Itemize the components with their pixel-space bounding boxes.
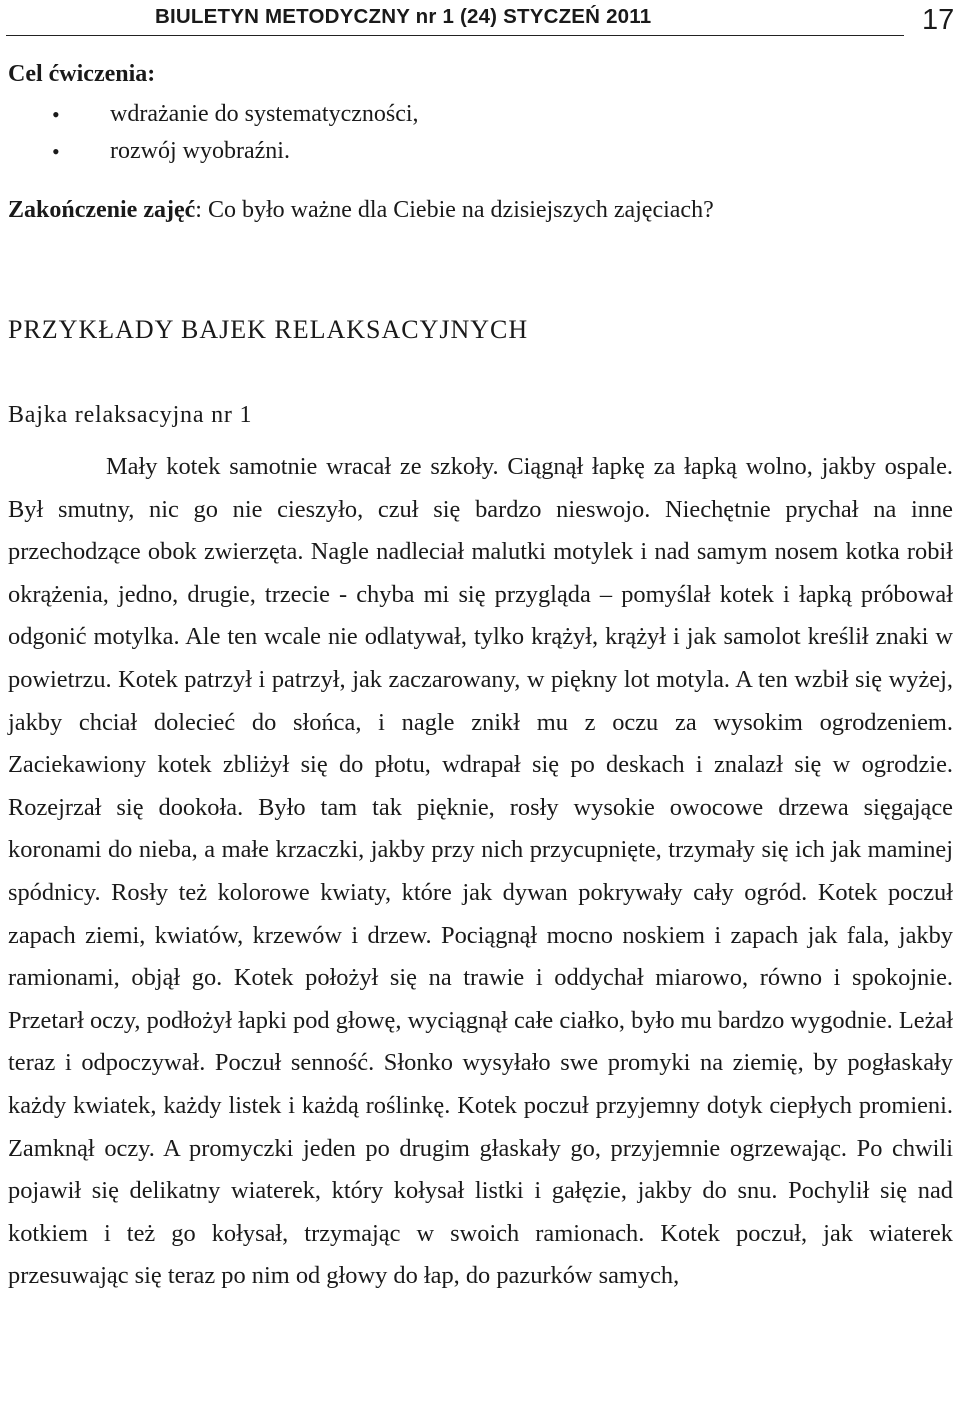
story-paragraph: Mały kotek samotnie wracał ze szkoły. Ciągnął łapkę za łapką wolno, jakby ospale. Był smutny, nic go nie cieszyło, czuł się bardzo nieswojo. Niechętnie prychał na inne przechodzące obok zwierzęta. Nagle nadleciał malutki motylek i nad samym nosem kotka robił okrążenia, jedno, drugie, trzecie - chyba mi się przygląda – pomyślał kotek i łapką próbował odgonić motylka. Ale ten wcale nie odlatywał, tylko krążył, krążył i jak samolot kreślił znaki w powietrzu. Kotek patrzył i patrzył, jak zaczarowany, w piękny lot motyla. A ten wzbił się wyżej, jakby chciał dolecieć do słońca, i nagle znikł mu z oczu za wysokim ogrodzeniem. Zaciekawiony kotek zbliżył się do płotu, wdrapał się po deskach i znalazł się w ogrodzie. Rozejrzał się dookoła. Było tam tak pięknie, rosły wysokie owocowe drzewa sięgające koronami do nieba, a małe krzaczki, jakby przy nich przycupnięte, trzymały się ich jak maminej spódnicy. Rosły też kolorowe kwiaty, które jak dywan pokrywały cały ogród. Kotek poczuł zapach ziemi, kwiatów, krzewów i drzew. Pociągnął mocno noskiem i zapach jak fala, jakby ramionami, objął go. Kotek położył się na trawie i oddychał miarowo, równo i spokojnie. Przetarł oczy, podłożył łapki pod głowę, wyciągnął całe ciałko, było mu bardzo wygodnie. Leżał teraz i odpoczywał. Poczuł senność. Słonko wysyłało swe promyki na ziemię, by pogłaskały każdy kwiatek, każdy listek i każdą roślinkę. Kotek poczuł przyjemny dotyk ciepłych promieni. Zamknął oczy. A promyczki jeden po drugim głaskały go, przyjemnie ogrzewając. Po chwili pojawił się delikatny wiaterek, który kołysał listki i gałęzie, jakby do snu. Pochylił się nad kotkiem i też go kołysał, trzymając w swoich ramionach. Kotek poczuł, jak wiaterek przesuwając się teraz po nim od głowy do łap, do pazurków samych, xyxy=(8,453,953,1290)
bulletin-title: BIULETYN METODYCZNY nr 1 (24) STYCZEŃ 2011 xyxy=(155,5,652,28)
header-divider xyxy=(6,35,904,36)
section-title: PRZYKŁADY BAJEK RELAKSACYJNYCH xyxy=(8,315,529,344)
goal-item-text: rozwój wyobraźni. xyxy=(110,138,290,164)
ending-paragraph xyxy=(8,197,714,224)
page-number: 17 xyxy=(922,4,955,36)
goal-label: Cel ćwiczenia: xyxy=(8,61,156,87)
bullet-icon: • xyxy=(52,102,60,127)
ending-label: Zakończenie zajęć xyxy=(8,197,196,223)
goal-item-text: wdrażanie do systematyczności, xyxy=(110,101,419,127)
ending-text: : Co było ważne dla Ciebie na dzisiejszych zajęciach? xyxy=(195,197,714,223)
bullet-icon: • xyxy=(52,139,60,164)
page-header xyxy=(0,0,960,44)
story-title: Bajka relaksacyjna nr 1 xyxy=(8,402,253,428)
